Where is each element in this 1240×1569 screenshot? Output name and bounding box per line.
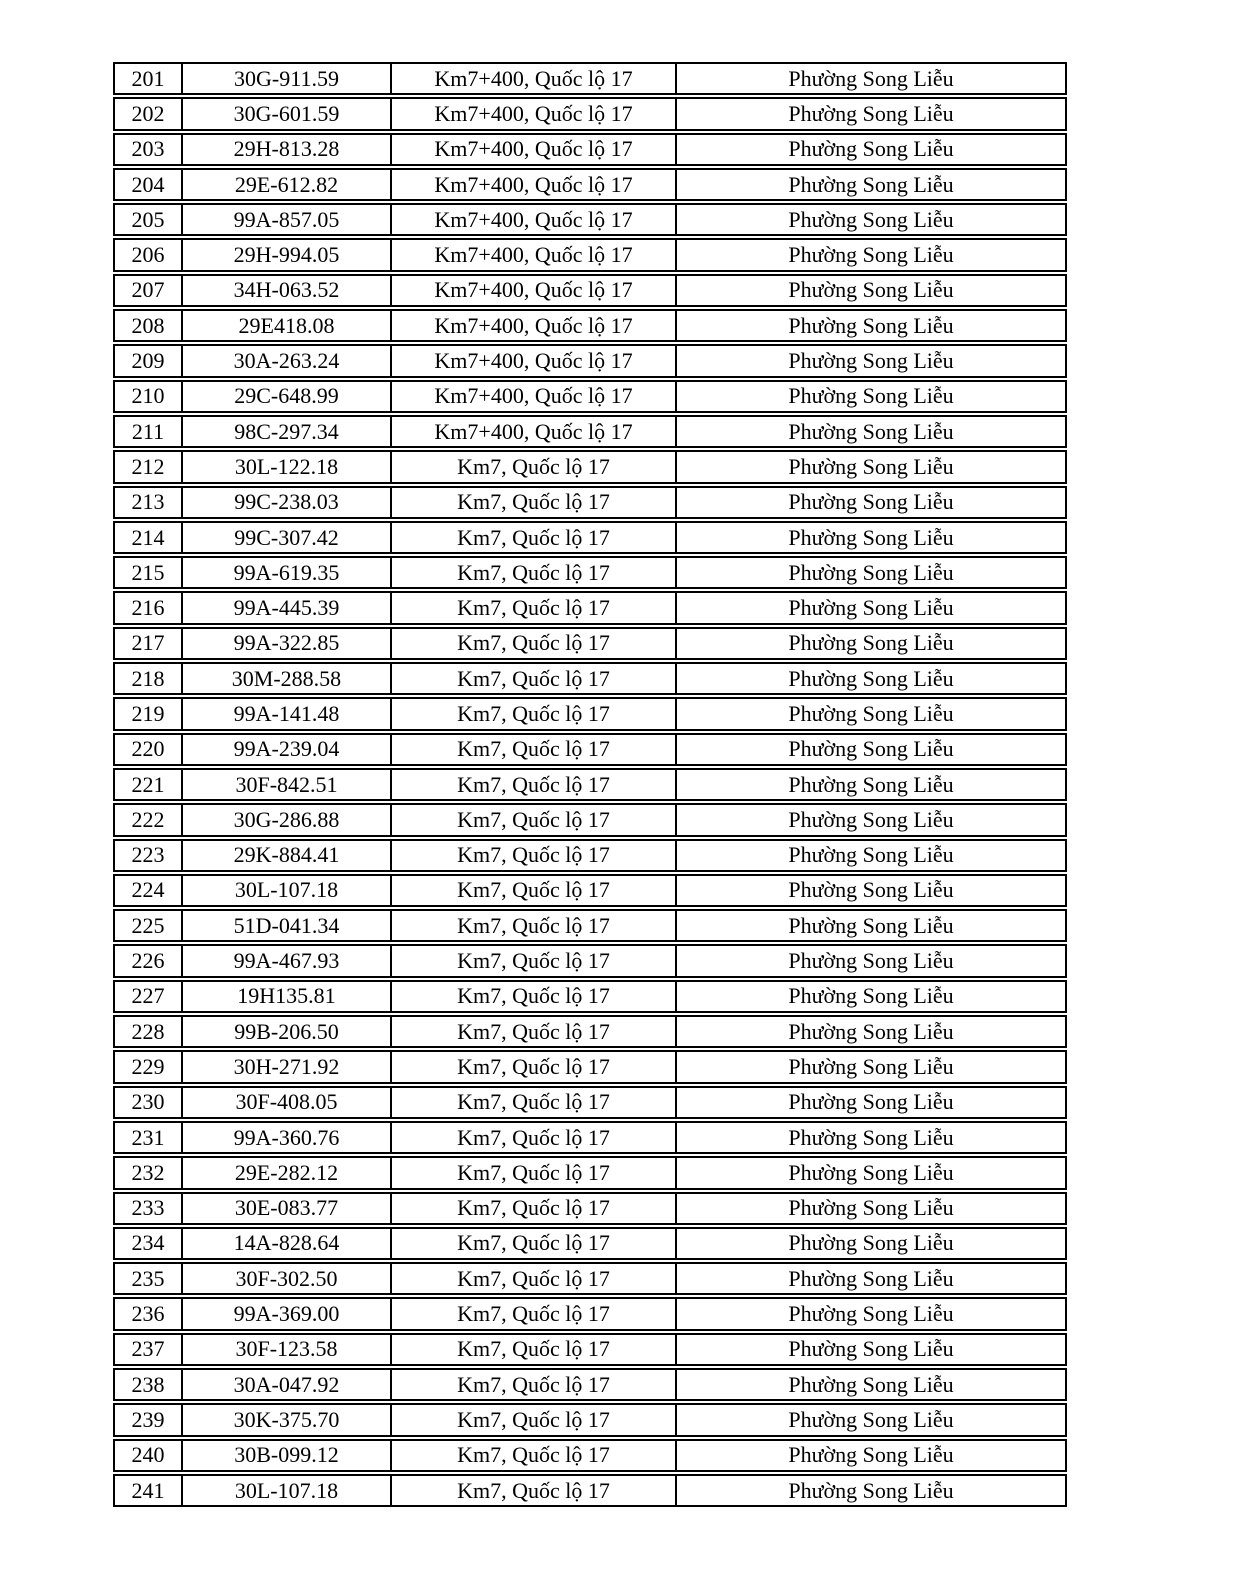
location-cell: Km7, Quốc lộ 17 [392,629,677,658]
table-row [113,274,1067,307]
plate-number-cell: 99A-619.35 [183,558,392,587]
row-index-cell: 225 [115,911,183,940]
location-cell: Km7, Quốc lộ 17 [392,1158,677,1187]
plate-number-cell: 29C-648.99 [183,382,392,411]
ward-cell: Phường Song Liễu [788,559,954,585]
table-row [113,450,1067,483]
ward-cell: Phường Song Liễu [788,100,954,126]
location-cell: Km7, Quốc lộ 17 [392,1264,677,1293]
table-row [113,697,1067,730]
row-index-cell: 207 [115,276,183,305]
location-cell: Km7, Quốc lộ 17 [392,1441,677,1470]
row-index-cell: 204 [115,170,183,199]
plate-number-cell: 99A-360.76 [183,1123,392,1152]
table-row [113,1086,1067,1119]
row-index-cell: 234 [115,1229,183,1258]
location-cell: Km7, Quốc lộ 17 [392,1052,677,1081]
plate-number-cell: 30H-271.92 [183,1052,392,1081]
row-index-cell: 203 [115,135,183,164]
plate-number-cell: 99A-857.05 [183,205,392,234]
plate-number-cell: 29E418.08 [183,311,392,340]
plate-number-cell: 30F-408.05 [183,1088,392,1117]
ward-cell: Phường Song Liễu [788,877,954,903]
plate-number-cell: 30L-107.18 [183,876,392,905]
table-row [113,1262,1067,1295]
ward-cell: Phường Song Liễu [788,1053,954,1079]
table-row [113,627,1067,660]
ward-cell: Phường Song Liễu [788,630,954,656]
table-row [113,1015,1067,1048]
plate-number-cell: 29H-813.28 [183,135,392,164]
ward-cell: Phường Song Liễu [788,806,954,832]
location-cell: Km7+400, Quốc lộ 17 [392,170,677,199]
plate-number-cell: 30A-047.92 [183,1370,392,1399]
table-row [113,415,1067,448]
ward-cell: Phường Song Liễu [788,1406,954,1432]
plate-number-cell: 99C-238.03 [183,488,392,517]
row-index-cell: 213 [115,488,183,517]
location-cell: Km7+400, Quốc lộ 17 [392,417,677,446]
table-row [113,662,1067,695]
plate-number-cell: 99C-307.42 [183,523,392,552]
row-index-cell: 230 [115,1088,183,1117]
row-index-cell: 222 [115,805,183,834]
location-cell: Km7+400, Quốc lộ 17 [392,64,677,93]
ward-cell: Phường Song Liễu [788,1089,954,1115]
location-cell: Km7+400, Quốc lộ 17 [392,346,677,375]
location-cell: Km7, Quốc lộ 17 [392,593,677,622]
table-row [113,1156,1067,1189]
table-row [113,1474,1067,1507]
plate-number-cell: 30G-911.59 [183,64,392,93]
ward-cell: Phường Song Liễu [788,348,954,374]
ward-cell: Phường Song Liễu [788,948,954,974]
location-cell: Km7+400, Quốc lộ 17 [392,135,677,164]
row-index-cell: 220 [115,735,183,764]
row-index-cell: 237 [115,1335,183,1364]
row-index-cell: 224 [115,876,183,905]
plate-number-cell: 29K-884.41 [183,841,392,870]
table-row [113,768,1067,801]
plate-number-cell: 98C-297.34 [183,417,392,446]
row-index-cell: 235 [115,1264,183,1293]
plate-number-cell: 99A-369.00 [183,1299,392,1328]
location-cell: Km7, Quốc lộ 17 [392,876,677,905]
plate-number-cell: 30G-286.88 [183,805,392,834]
ward-cell: Phường Song Liễu [788,771,954,797]
location-cell: Km7, Quốc lộ 17 [392,523,677,552]
plate-number-cell: 99B-206.50 [183,1017,392,1046]
row-index-cell: 201 [115,64,183,93]
table-row [113,874,1067,907]
table-row [113,380,1067,413]
location-cell: Km7, Quốc lộ 17 [392,1229,677,1258]
location-cell: Km7, Quốc lộ 17 [392,558,677,587]
ward-cell: Phường Song Liễu [788,242,954,268]
plate-number-cell: 29H-994.05 [183,240,392,269]
location-cell: Km7, Quốc lộ 17 [392,452,677,481]
plate-number-cell: 30A-263.24 [183,346,392,375]
table-row [113,980,1067,1013]
row-index-cell: 218 [115,664,183,693]
row-index-cell: 219 [115,699,183,728]
ward-cell: Phường Song Liễu [788,736,954,762]
ward-cell: Phường Song Liễu [788,983,954,1009]
plate-number-cell: 29E-282.12 [183,1158,392,1187]
table-row [113,133,1067,166]
row-index-cell: 232 [115,1158,183,1187]
row-index-cell: 239 [115,1405,183,1434]
location-cell: Km7, Quốc lộ 17 [392,1299,677,1328]
ward-cell: Phường Song Liễu [788,1265,954,1291]
ward-cell: Phường Song Liễu [788,1124,954,1150]
location-cell: Km7, Quốc lộ 17 [392,911,677,940]
location-cell: Km7, Quốc lộ 17 [392,805,677,834]
location-cell: Km7, Quốc lộ 17 [392,841,677,870]
table-row [113,203,1067,236]
plate-number-cell: 30L-107.18 [183,1476,392,1505]
table-row [113,238,1067,271]
location-cell: Km7, Quốc lộ 17 [392,1370,677,1399]
plate-number-cell: 99A-467.93 [183,946,392,975]
ward-cell: Phường Song Liễu [788,1336,954,1362]
table-row [113,1333,1067,1366]
table-row [113,168,1067,201]
plate-number-cell: 51D-041.34 [183,911,392,940]
ward-cell: Phường Song Liễu [788,136,954,162]
plate-number-cell: 14A-828.64 [183,1229,392,1258]
table-row [113,556,1067,589]
location-cell: Km7, Quốc lộ 17 [392,664,677,693]
row-index-cell: 214 [115,523,183,552]
location-cell: Km7+400, Quốc lộ 17 [392,311,677,340]
plate-number-cell: 30E-083.77 [183,1194,392,1223]
ward-cell: Phường Song Liễu [788,595,954,621]
ward-cell: Phường Song Liễu [788,171,954,197]
ward-cell: Phường Song Liễu [788,277,954,303]
ward-cell: Phường Song Liễu [788,1195,954,1221]
plate-number-cell: 30B-099.12 [183,1441,392,1470]
ward-cell: Phường Song Liễu [788,1018,954,1044]
table-row [113,1050,1067,1083]
location-cell: Km7, Quốc lộ 17 [392,1017,677,1046]
row-index-cell: 211 [115,417,183,446]
location-cell: Km7, Quốc lộ 17 [392,982,677,1011]
location-cell: Km7, Quốc lộ 17 [392,699,677,728]
vehicle-plate-table [113,62,1067,1507]
table-row [113,1227,1067,1260]
table-row [113,97,1067,130]
table-row [113,1403,1067,1436]
row-index-cell: 212 [115,452,183,481]
ward-cell: Phường Song Liễu [788,912,954,938]
row-index-cell: 238 [115,1370,183,1399]
table-row [113,944,1067,977]
table-row [113,909,1067,942]
ward-cell: Phường Song Liễu [788,65,954,91]
ward-cell: Phường Song Liễu [788,312,954,338]
plate-number-cell: 30G-601.59 [183,99,392,128]
row-index-cell: 210 [115,382,183,411]
ward-cell: Phường Song Liễu [788,1159,954,1185]
location-cell: Km7, Quốc lộ 17 [392,770,677,799]
location-cell: Km7, Quốc lộ 17 [392,1476,677,1505]
plate-number-cell: 30M-288.58 [183,664,392,693]
row-index-cell: 217 [115,629,183,658]
table-row [113,486,1067,519]
row-index-cell: 240 [115,1441,183,1470]
table-row [113,521,1067,554]
location-cell: Km7+400, Quốc lộ 17 [392,205,677,234]
plate-number-cell: 29E-612.82 [183,170,392,199]
row-index-cell: 226 [115,946,183,975]
ward-cell: Phường Song Liễu [788,842,954,868]
row-index-cell: 208 [115,311,183,340]
table-row [113,1368,1067,1401]
ward-cell: Phường Song Liễu [788,1230,954,1256]
plate-number-cell: 99A-322.85 [183,629,392,658]
table-row [113,733,1067,766]
location-cell: Km7+400, Quốc lộ 17 [392,240,677,269]
row-index-cell: 227 [115,982,183,1011]
location-cell: Km7, Quốc lộ 17 [392,488,677,517]
plate-number-cell: 99A-141.48 [183,699,392,728]
table-row [113,1192,1067,1225]
row-index-cell: 228 [115,1017,183,1046]
location-cell: Km7, Quốc lộ 17 [392,1194,677,1223]
table-row [113,1439,1067,1472]
location-cell: Km7+400, Quốc lộ 17 [392,276,677,305]
plate-number-cell: 30F-123.58 [183,1335,392,1364]
row-index-cell: 229 [115,1052,183,1081]
location-cell: Km7, Quốc lộ 17 [392,1088,677,1117]
plate-number-cell: 30K-375.70 [183,1405,392,1434]
plate-number-cell: 19H135.81 [183,982,392,1011]
table-row [113,591,1067,624]
ward-cell: Phường Song Liễu [788,1442,954,1468]
table-row [113,62,1067,95]
ward-cell: Phường Song Liễu [788,383,954,409]
row-index-cell: 231 [115,1123,183,1152]
row-index-cell: 241 [115,1476,183,1505]
table-row [113,1121,1067,1154]
ward-cell: Phường Song Liễu [788,524,954,550]
plate-number-cell: 30F-842.51 [183,770,392,799]
row-index-cell: 215 [115,558,183,587]
location-cell: Km7, Quốc lộ 17 [392,1123,677,1152]
plate-number-cell: 99A-445.39 [183,593,392,622]
ward-cell: Phường Song Liễu [788,1301,954,1327]
location-cell: Km7, Quốc lộ 17 [392,1405,677,1434]
table-row [113,344,1067,377]
plate-number-cell: 34H-063.52 [183,276,392,305]
plate-number-cell: 30F-302.50 [183,1264,392,1293]
ward-cell: Phường Song Liễu [788,1477,954,1503]
row-index-cell: 209 [115,346,183,375]
row-index-cell: 216 [115,593,183,622]
ward-cell: Phường Song Liễu [788,1371,954,1397]
location-cell: Km7+400, Quốc lộ 17 [392,99,677,128]
table-row [113,1297,1067,1330]
location-cell: Km7, Quốc lộ 17 [392,946,677,975]
ward-cell: Phường Song Liễu [788,665,954,691]
location-cell: Km7+400, Quốc lộ 17 [392,382,677,411]
row-index-cell: 221 [115,770,183,799]
row-index-cell: 205 [115,205,183,234]
table-row [113,803,1067,836]
table-row [113,839,1067,872]
ward-cell: Phường Song Liễu [788,453,954,479]
table-row [113,309,1067,342]
ward-cell: Phường Song Liễu [788,489,954,515]
ward-cell: Phường Song Liễu [788,206,954,232]
location-cell: Km7, Quốc lộ 17 [392,735,677,764]
ward-cell: Phường Song Liễu [788,700,954,726]
row-index-cell: 223 [115,841,183,870]
plate-number-cell: 99A-239.04 [183,735,392,764]
row-index-cell: 206 [115,240,183,269]
ward-cell: Phường Song Liễu [788,418,954,444]
row-index-cell: 202 [115,99,183,128]
location-cell: Km7, Quốc lộ 17 [392,1335,677,1364]
plate-number-cell: 30L-122.18 [183,452,392,481]
row-index-cell: 233 [115,1194,183,1223]
row-index-cell: 236 [115,1299,183,1328]
